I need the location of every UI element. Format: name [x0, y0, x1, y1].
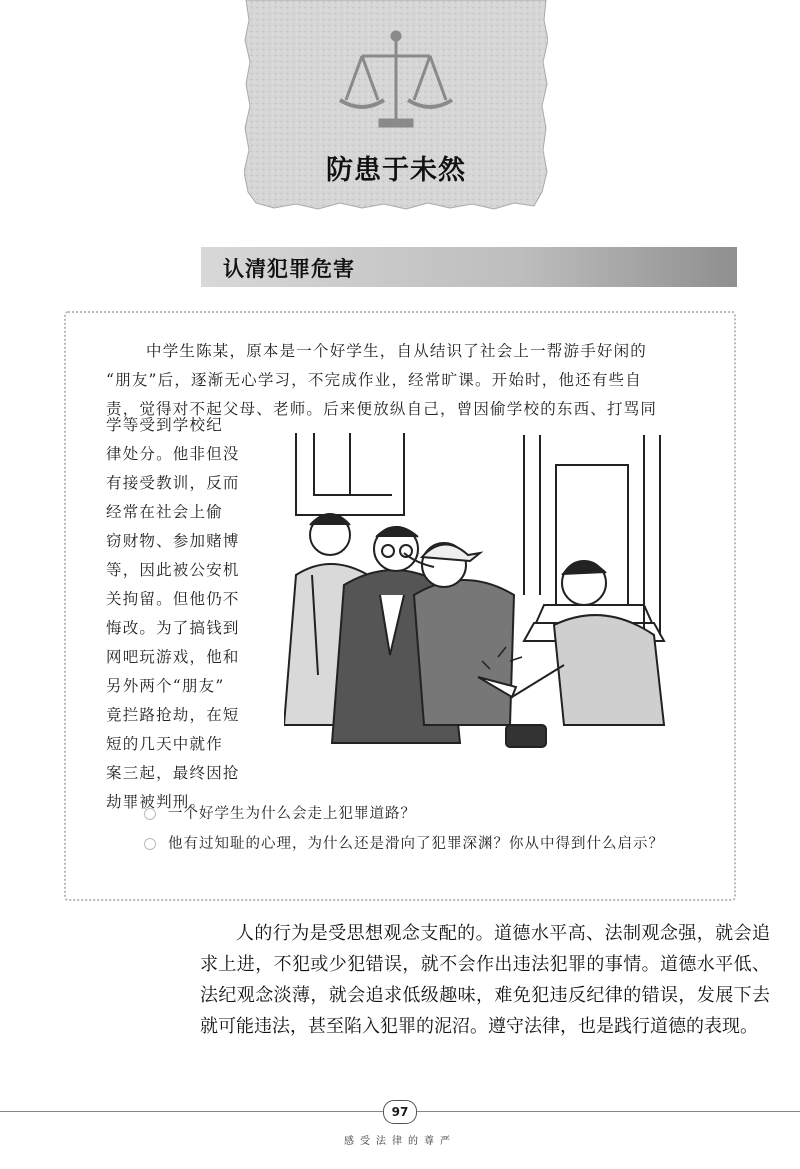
story-line: 等，因此被公安机	[106, 561, 240, 579]
case-story-left	[106, 411, 260, 817]
story-line: 另外两个“朋友”	[106, 677, 225, 695]
page-number: 97	[383, 1100, 417, 1124]
story-line: 责，觉得对不起父母、老师。后来便放纵自己，曾因偷学校的东西、打骂同	[106, 400, 658, 418]
body-paragraph: 人的行为是受思想观念支配的。道德水平高、法制观念强，就会追求上进，不犯或少犯错误，就不会作出违法犯罪的事情。道德水平低、法纪观念淡薄，就会追求低级趣味，难免犯违反纪律的错误，发展下去就可能违法，甚至陷入犯罪的泥沼。遵守法律，也是践行道德的表现。	[200, 923, 770, 1037]
question-text: 他有过知耻的心理，为什么还是滑向了犯罪深渊？你从中得到什么启示？	[168, 836, 664, 852]
circle-bullet-icon	[144, 808, 156, 820]
question-item	[106, 829, 716, 859]
running-footer-title: 感受法律的尊严	[344, 1136, 456, 1147]
chapter-banner	[244, 0, 548, 210]
circle-bullet-icon	[144, 838, 156, 850]
story-line: 短的几天中就作	[106, 735, 223, 753]
story-line: 中学生陈某，原本是一个好学生，自从结识了社会上一帮游手好闲的	[146, 342, 648, 360]
section-title: 认清犯罪危害	[223, 257, 355, 281]
story-line: 有接受教训，反而	[106, 474, 240, 492]
story-line: 悔改。为了搞钱到	[106, 619, 240, 637]
story-line: 律处分。他非但没	[106, 445, 240, 463]
story-line: 劫罪被判刑。	[106, 793, 207, 811]
story-line: 学等受到学校纪	[106, 416, 223, 434]
section-header-bar	[201, 247, 737, 287]
story-line: 窃财物、参加赌博	[106, 532, 240, 550]
story-line: 案三起，最终因抢	[106, 764, 240, 782]
story-line: “朋友”后，逐渐无心学习，不完成作业，经常旷课。开始时，他还有些自	[106, 371, 642, 389]
discussion-questions	[106, 799, 716, 859]
story-line: 经常在社会上偷	[106, 503, 223, 521]
question-text: 一个好学生为什么会走上犯罪道路？	[168, 806, 416, 822]
story-line: 网吧玩游戏，他和	[106, 648, 240, 666]
chapter-title: 防患于未然	[326, 155, 466, 186]
question-item	[106, 799, 716, 829]
story-line: 关拘留。但他仍不	[106, 590, 240, 608]
case-study-box	[64, 311, 736, 901]
story-line: 竟拦路抢劫，在短	[106, 706, 240, 724]
robbery-scene-illustration	[284, 425, 686, 765]
